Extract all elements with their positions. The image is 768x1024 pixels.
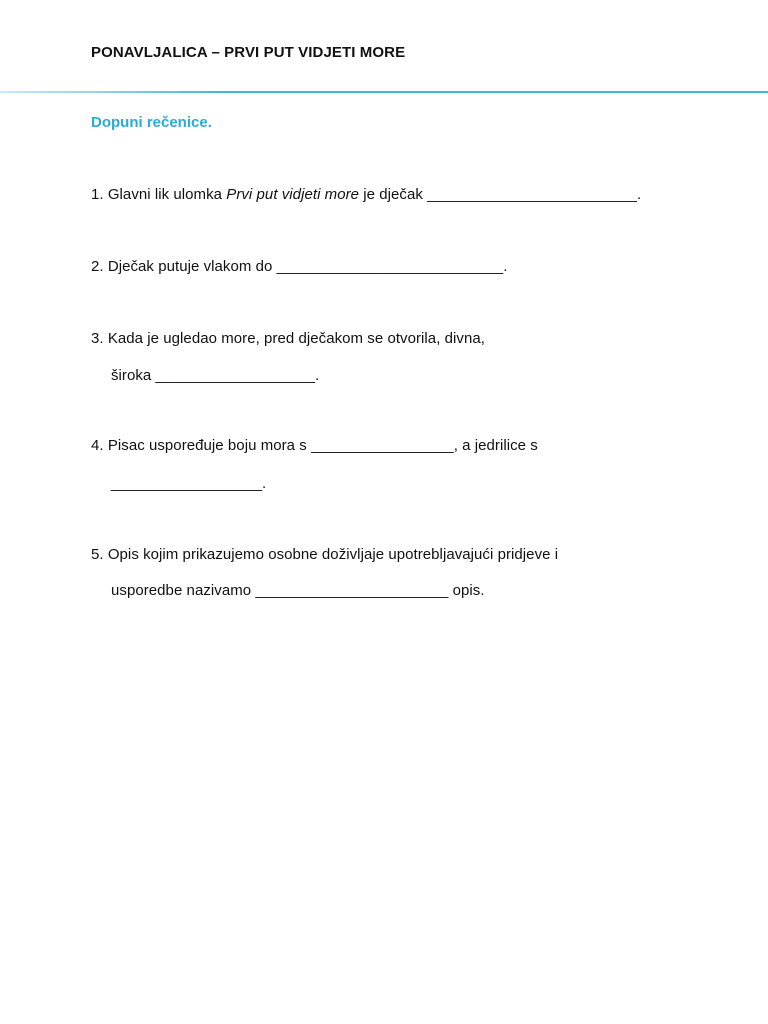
sentence-1-before: 1. Glavni lik ulomka — [91, 186, 227, 203]
sentence-4-line-1: 4. Pisac uspoređuje boju mora s _________________, a jedrilice s — [91, 437, 538, 454]
sentence-5-line-2: usporedbe nazivamo _______________________ opis. — [111, 582, 485, 599]
instruction-heading: Dopuni rečenice. — [91, 114, 212, 131]
sentence-4-line-2: __________________. — [111, 475, 267, 492]
sentence-3-line-1: 3. Kada je ugledao more, pred dječakom se otvorila, divna, — [91, 330, 485, 347]
sentence-1 — [91, 186, 641, 203]
sentence-3-line-2: široka ___________________. — [111, 367, 320, 384]
sentence-5-line-1: 5. Opis kojim prikazujemo osobne doživljaje upotrebljavajući pridjeve i — [91, 546, 559, 563]
sentence-1-after: je dječak _________________________. — [359, 186, 642, 203]
header-divider — [0, 91, 768, 93]
sentence-1-title-italic: Prvi put vidjeti more — [226, 186, 360, 203]
sentence-2: 2. Dječak putuje vlakom do ___________________________. — [91, 258, 508, 275]
page-title: PONAVLJALICA – PRVI PUT VIDJETI MORE — [91, 44, 406, 61]
